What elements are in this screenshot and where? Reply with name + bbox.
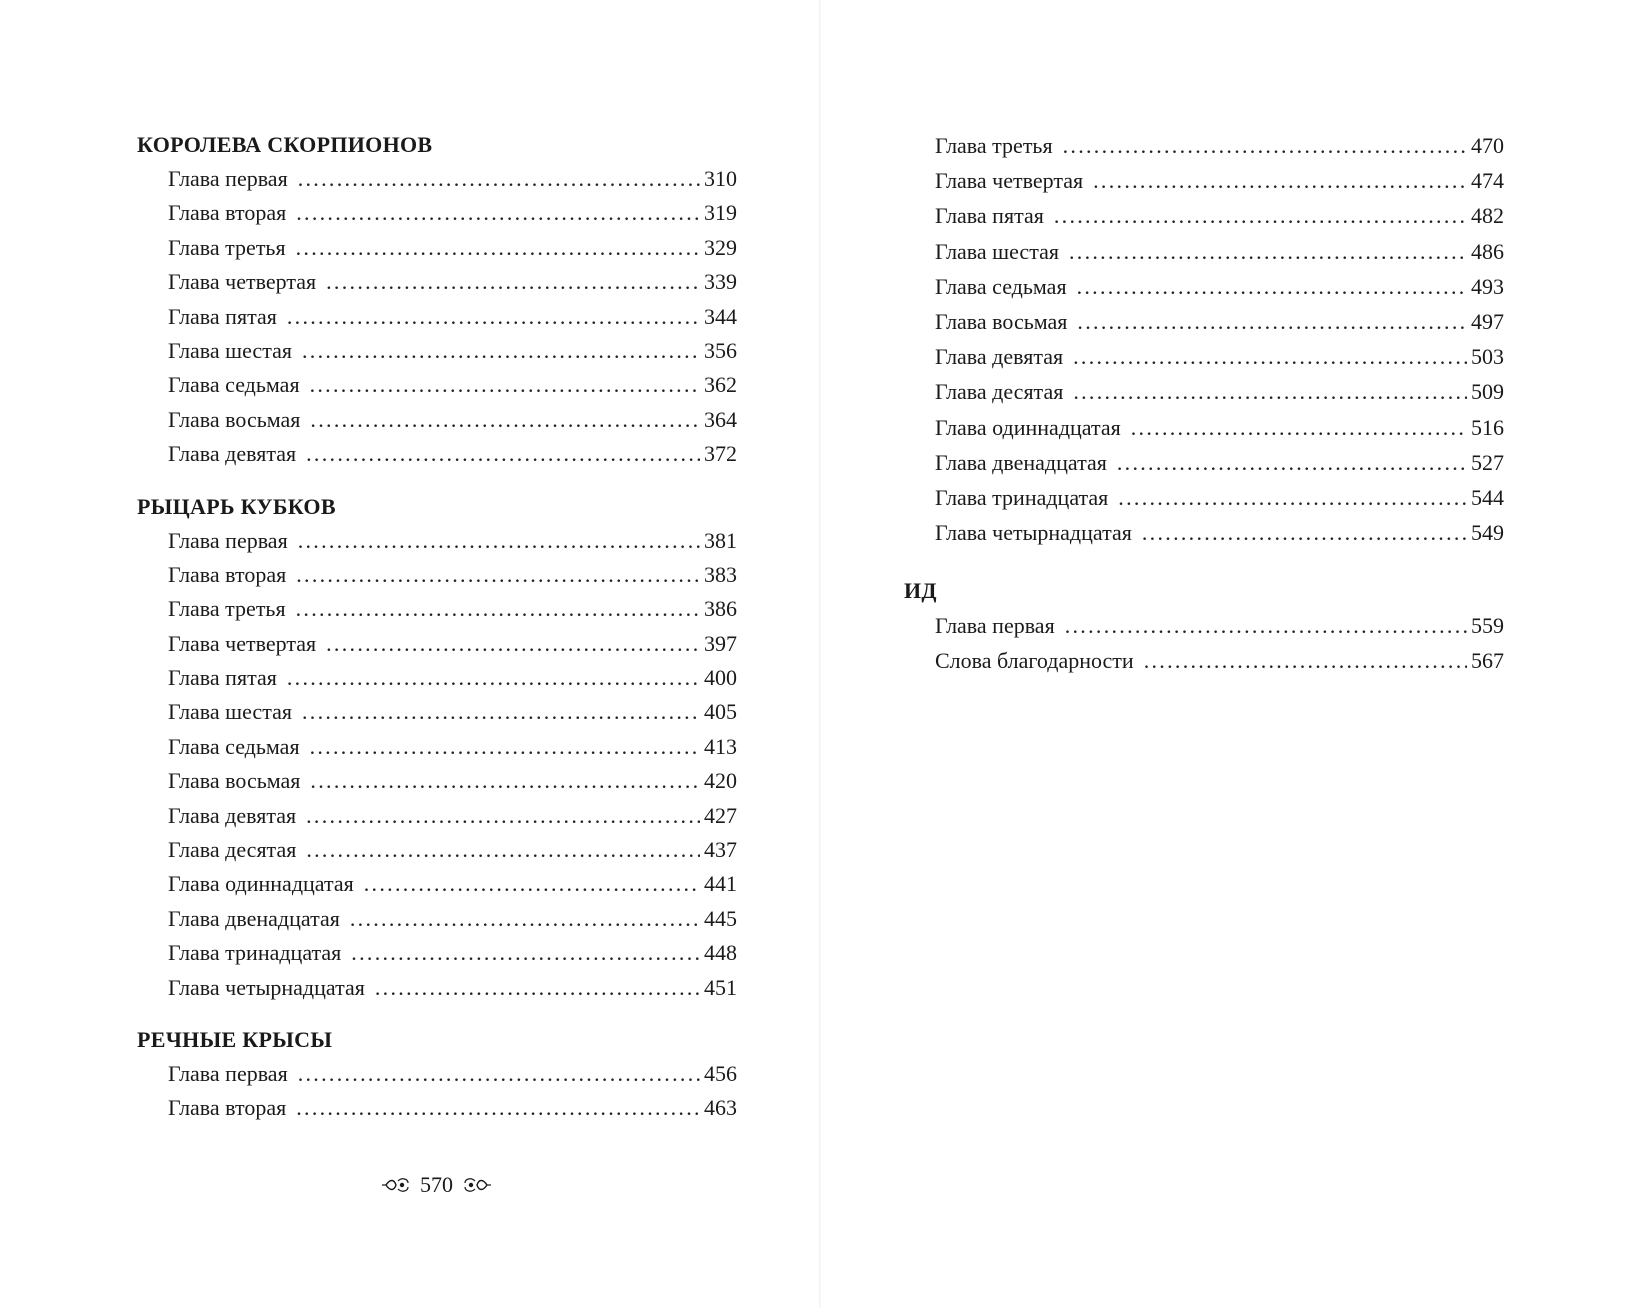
toc-entry[interactable] bbox=[904, 374, 1504, 409]
entry-page-number: 329 bbox=[704, 234, 737, 260]
toc-entry[interactable] bbox=[137, 627, 737, 661]
dot-leader bbox=[1063, 128, 1467, 163]
dot-leader bbox=[1131, 410, 1467, 445]
entry-page-number: 386 bbox=[704, 596, 737, 622]
entry-page-number: 372 bbox=[704, 441, 737, 467]
entry-label: Глава восьмая bbox=[935, 308, 1068, 334]
toc-entry[interactable] bbox=[137, 661, 737, 695]
entry-page-number: 413 bbox=[704, 733, 737, 759]
entry-page-number: 383 bbox=[704, 561, 737, 587]
toc-entries bbox=[904, 128, 1504, 550]
entry-label: Глава первая bbox=[168, 166, 288, 191]
toc-entry[interactable] bbox=[137, 799, 737, 833]
toc-entry[interactable] bbox=[904, 163, 1504, 198]
toc-entry[interactable] bbox=[137, 196, 737, 230]
toc-entry[interactable] bbox=[137, 936, 737, 970]
entry-label: Глава пятая bbox=[935, 203, 1044, 229]
toc-entries bbox=[904, 608, 1504, 678]
entry-page-number: 356 bbox=[704, 337, 737, 363]
dot-leader bbox=[298, 162, 700, 196]
dot-leader bbox=[310, 730, 700, 764]
entry-label: Глава десятая bbox=[168, 837, 297, 863]
entry-page-number: 456 bbox=[704, 1060, 737, 1086]
entry-label: Глава первая bbox=[935, 613, 1055, 639]
toc-entry[interactable] bbox=[137, 524, 737, 558]
entry-page-number: 427 bbox=[704, 802, 737, 828]
entry-label: Глава четвертая bbox=[168, 630, 317, 656]
fleuron-ornament-icon bbox=[382, 1173, 412, 1197]
toc-entry[interactable] bbox=[904, 445, 1504, 480]
entry-label: Глава девятая bbox=[935, 344, 1064, 370]
entry-label: Глава двенадцатая bbox=[168, 905, 340, 931]
toc-entry[interactable] bbox=[137, 368, 737, 402]
entry-label: Глава седьмая bbox=[168, 372, 300, 398]
toc-entry[interactable] bbox=[137, 403, 737, 437]
entry-page-number: 509 bbox=[1471, 379, 1504, 405]
entry-label: Глава третья bbox=[168, 234, 286, 260]
section-title: РЕЧНЫЕ КРЫСЫ bbox=[137, 1026, 333, 1052]
toc-entry[interactable] bbox=[904, 480, 1504, 515]
dot-leader bbox=[1117, 445, 1467, 480]
toc-entry[interactable] bbox=[904, 128, 1504, 163]
entry-label: Глава девятая bbox=[168, 441, 297, 467]
section-title: ИД bbox=[904, 578, 937, 604]
entry-page-number: 397 bbox=[704, 630, 737, 656]
entry-page-number: 497 bbox=[1471, 308, 1504, 334]
entry-page-number: 400 bbox=[704, 665, 737, 691]
toc-entry[interactable] bbox=[904, 643, 1504, 678]
toc-entry[interactable] bbox=[137, 764, 737, 798]
dot-leader bbox=[310, 368, 700, 402]
entry-label: Глава тринадцатая bbox=[935, 484, 1109, 510]
entry-label: Глава шестая bbox=[935, 238, 1059, 264]
section-title: РЫЦАРЬ КУБКОВ bbox=[137, 493, 336, 519]
entry-page-number: 470 bbox=[1471, 133, 1504, 158]
toc-section-rechnye-krysy bbox=[137, 1023, 737, 1126]
toc-entry[interactable] bbox=[137, 162, 737, 196]
toc-section-id bbox=[904, 574, 1504, 678]
dot-leader bbox=[302, 334, 700, 368]
entry-label: Слова благодарности bbox=[935, 648, 1134, 674]
entry-page-number: 441 bbox=[704, 871, 737, 897]
entry-label: Глава четырнадцатая bbox=[168, 974, 365, 1000]
toc-entry[interactable] bbox=[137, 231, 737, 265]
toc-entry[interactable] bbox=[904, 410, 1504, 445]
entry-label: Глава третья bbox=[935, 133, 1053, 158]
toc-entry[interactable] bbox=[137, 437, 737, 471]
entry-page-number: 503 bbox=[1471, 344, 1504, 370]
entry-label: Глава первая bbox=[168, 527, 288, 553]
entry-page-number: 567 bbox=[1471, 648, 1504, 674]
dot-leader bbox=[1073, 374, 1467, 409]
entry-page-number: 344 bbox=[704, 303, 737, 329]
toc-entry[interactable] bbox=[137, 592, 737, 626]
entry-label: Глава восьмая bbox=[168, 406, 301, 432]
toc-entry[interactable] bbox=[137, 334, 737, 368]
toc-entry[interactable] bbox=[904, 515, 1504, 550]
entry-page-number: 549 bbox=[1471, 520, 1504, 546]
dot-leader bbox=[351, 936, 700, 970]
entry-label: Глава одиннадцатая bbox=[935, 414, 1121, 440]
dot-leader bbox=[1142, 515, 1467, 550]
entry-label: Глава восьмая bbox=[168, 768, 301, 794]
entry-page-number: 362 bbox=[704, 372, 737, 398]
entry-page-number: 544 bbox=[1471, 484, 1504, 510]
dot-leader bbox=[1054, 198, 1467, 233]
entry-label: Глава девятая bbox=[168, 802, 297, 828]
left-toc-column bbox=[137, 128, 737, 1126]
entry-label: Глава четырнадцатая bbox=[935, 520, 1132, 546]
entry-label: Глава одиннадцатая bbox=[168, 871, 354, 897]
dot-leader bbox=[375, 971, 700, 1005]
entry-label: Глава четвертая bbox=[935, 168, 1084, 194]
entry-page-number: 420 bbox=[704, 768, 737, 794]
entry-label: Глава третья bbox=[168, 596, 286, 622]
dot-leader bbox=[310, 403, 700, 437]
entry-page-number: 364 bbox=[704, 406, 737, 432]
toc-entry[interactable] bbox=[904, 198, 1504, 233]
dot-leader bbox=[298, 524, 700, 558]
entry-page-number: 310 bbox=[704, 166, 737, 191]
fleuron-ornament-icon bbox=[461, 1173, 491, 1197]
entry-page-number: 339 bbox=[704, 269, 737, 295]
dot-leader bbox=[296, 231, 700, 265]
entry-page-number: 319 bbox=[704, 200, 737, 226]
toc-entry[interactable] bbox=[137, 730, 737, 764]
dot-leader bbox=[296, 592, 700, 626]
right-page bbox=[821, 0, 1631, 1308]
entry-page-number: 527 bbox=[1471, 449, 1504, 475]
toc-entry[interactable] bbox=[904, 234, 1504, 269]
entry-page-number: 486 bbox=[1471, 238, 1504, 264]
dot-leader bbox=[287, 300, 700, 334]
entry-page-number: 448 bbox=[704, 940, 737, 966]
entry-label: Глава вторая bbox=[168, 200, 287, 226]
page-folio bbox=[382, 1172, 491, 1198]
toc-entry[interactable] bbox=[904, 339, 1504, 374]
dot-leader bbox=[1077, 269, 1467, 304]
toc-entry[interactable] bbox=[137, 1091, 737, 1125]
right-toc-column bbox=[904, 128, 1504, 679]
toc-section-continued bbox=[904, 128, 1504, 550]
entry-page-number: 474 bbox=[1471, 168, 1504, 194]
toc-entries bbox=[137, 162, 737, 472]
toc-entry[interactable] bbox=[137, 971, 737, 1005]
entry-page-number: 559 bbox=[1471, 613, 1504, 639]
entry-label: Глава вторая bbox=[168, 1095, 287, 1121]
dot-leader bbox=[306, 437, 700, 471]
entry-page-number: 451 bbox=[704, 974, 737, 1000]
toc-entry[interactable] bbox=[137, 902, 737, 936]
toc-entry[interactable] bbox=[137, 833, 737, 867]
toc-entries bbox=[137, 1057, 737, 1126]
dot-leader bbox=[298, 1057, 700, 1091]
dot-leader bbox=[1144, 643, 1467, 678]
entry-page-number: 463 bbox=[704, 1095, 737, 1121]
entry-label: Глава седьмая bbox=[935, 273, 1067, 299]
dot-leader bbox=[1118, 480, 1467, 515]
section-title: КОРОЛЕВА СКОРПИОНОВ bbox=[137, 132, 433, 157]
entry-page-number: 482 bbox=[1471, 203, 1504, 229]
dot-leader bbox=[287, 661, 700, 695]
entry-page-number: 437 bbox=[704, 837, 737, 863]
entry-label: Глава вторая bbox=[168, 561, 287, 587]
dot-leader bbox=[1077, 304, 1467, 339]
entry-label: Глава двенадцатая bbox=[935, 449, 1107, 475]
dot-leader bbox=[1069, 234, 1467, 269]
entry-page-number: 493 bbox=[1471, 273, 1504, 299]
dot-leader bbox=[1093, 163, 1467, 198]
entry-label: Глава тринадцатая bbox=[168, 940, 342, 966]
toc-entry[interactable] bbox=[137, 558, 737, 592]
dot-leader bbox=[306, 833, 700, 867]
toc-entry[interactable] bbox=[137, 300, 737, 334]
entry-page-number: 516 bbox=[1471, 414, 1504, 440]
entry-label: Глава шестая bbox=[168, 699, 292, 725]
dot-leader bbox=[296, 1091, 700, 1125]
toc-section-rytsar-kubkov bbox=[137, 490, 737, 1005]
entry-page-number: 405 bbox=[704, 699, 737, 725]
entry-label: Глава пятая bbox=[168, 665, 277, 691]
dot-leader bbox=[350, 902, 700, 936]
toc-entry[interactable] bbox=[904, 304, 1504, 339]
entry-page-number: 445 bbox=[704, 905, 737, 931]
dot-leader bbox=[310, 764, 700, 798]
dot-leader bbox=[296, 558, 700, 592]
toc-section-korolevs-skorpionov bbox=[137, 128, 737, 472]
toc-entries bbox=[137, 524, 737, 1005]
entry-label: Глава шестая bbox=[168, 337, 292, 363]
toc-entry[interactable] bbox=[904, 269, 1504, 304]
dot-leader bbox=[364, 867, 700, 901]
toc-entry[interactable] bbox=[137, 1057, 737, 1091]
dot-leader bbox=[1065, 608, 1467, 643]
dot-leader bbox=[296, 196, 700, 230]
entry-label: Глава первая bbox=[168, 1060, 288, 1086]
toc-entry[interactable] bbox=[137, 867, 737, 901]
dot-leader bbox=[302, 695, 700, 729]
page-number: 570 bbox=[420, 1172, 453, 1197]
dot-leader bbox=[326, 265, 700, 299]
dot-leader bbox=[1073, 339, 1467, 374]
entry-label: Глава седьмая bbox=[168, 733, 300, 759]
dot-leader bbox=[326, 627, 700, 661]
toc-entry[interactable] bbox=[137, 265, 737, 299]
entry-page-number: 381 bbox=[704, 527, 737, 553]
dot-leader bbox=[306, 799, 700, 833]
toc-entry[interactable] bbox=[904, 608, 1504, 643]
entry-label: Глава четвертая bbox=[168, 269, 317, 295]
toc-entry[interactable] bbox=[137, 695, 737, 729]
entry-label: Глава пятая bbox=[168, 303, 277, 329]
entry-label: Глава десятая bbox=[935, 379, 1064, 405]
